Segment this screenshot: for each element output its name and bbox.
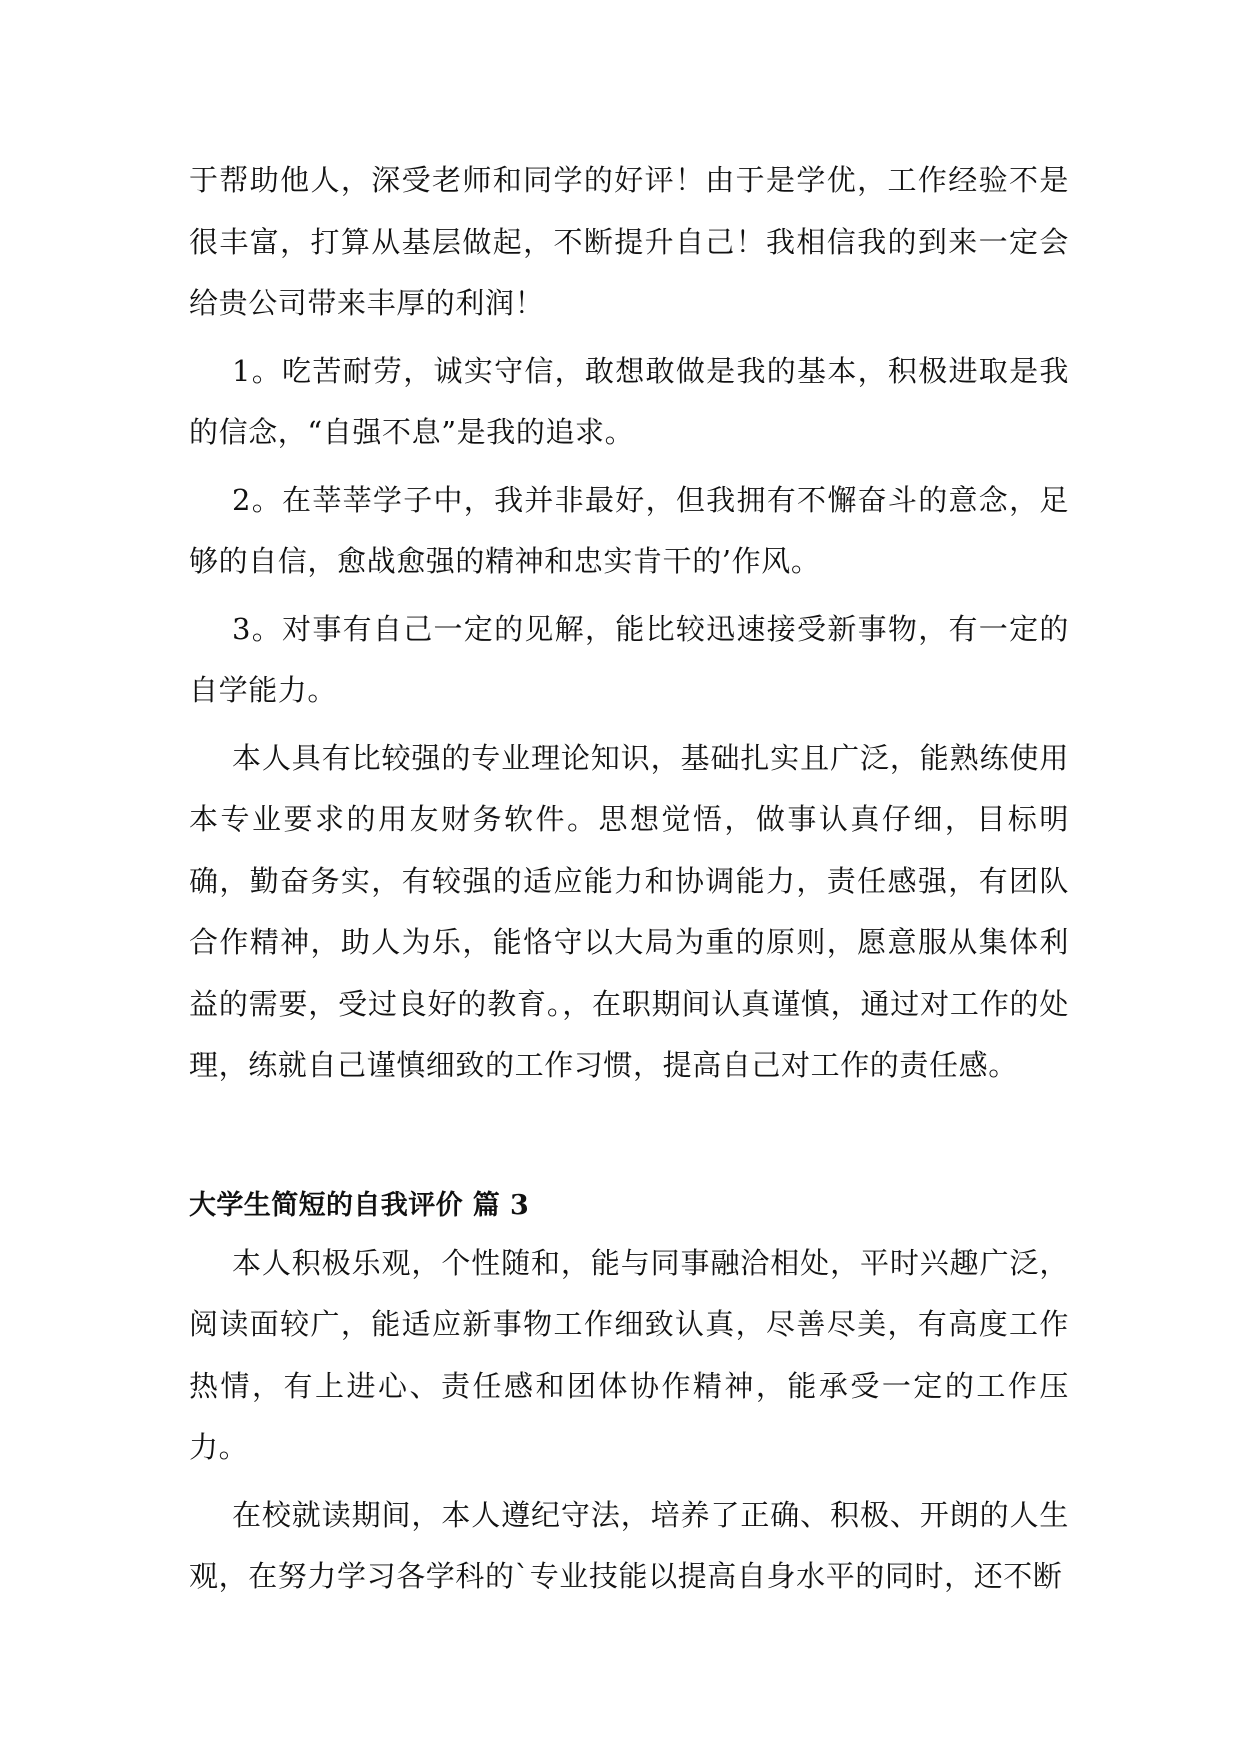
document-page [189,150,1069,1608]
summary-paragraph: 本人具有比较强的专业理论知识，基础扎实且广泛，能熟练使用本专业要求的用友财务软件。思想觉悟，做事认真仔细，目标明确，勤奋务实，有较强的适应能力和协调能力，责任感强，有团队合作精神，助人为乐，能恪守以大局为重的原则，愿意服从集体利益的需要，受过良好的教育。，在职期间认真谨慎，通过对工作的处理，练就自己谨慎细致的工作习惯，提高自己对工作的责任感。 [189,740,1069,1082]
list-item-1: 1。吃苦耐劳，诚实守信，敢想敢做是我的基本，积极进取是我的信念，“自强不息”是我的追求。 [189,353,1069,449]
section-paragraph-1: 本人积极乐观，个性随和，能与同事融洽相处，平时兴趣广泛，阅读面较广，能适应新事物工作细致认真，尽善尽美，有高度工作热情，有上进心、责任感和团体协作精神，能承受一定的工作压力。 [189,1245,1069,1464]
list-item-3: 3。对事有自己一定的见解，能比较迅速接受新事物，有一定的自学能力。 [189,611,1069,707]
list-item-2: 2。在莘莘学子中，我并非最好，但我拥有不懈奋斗的意念，足够的自信，愈战愈强的精神和忠实肯干的’作风。 [189,482,1069,578]
section-heading: 大学生简短的自我评价 篇 3 [189,1189,530,1221]
section-paragraph-2: 在校就读期间，本人遵纪守法，培养了正确、积极、开朗的人生观，在努力学习各学科的`专业技能以提高自身水平的同时，还不断 [189,1497,1069,1593]
continuation-paragraph: 于帮助他人，深受老师和同学的好评！由于是学优，工作经验不是很丰富，打算从基层做起，不断提升自己！我相信我的到来一定会给贵公司带来丰厚的利润！ [189,163,1069,320]
